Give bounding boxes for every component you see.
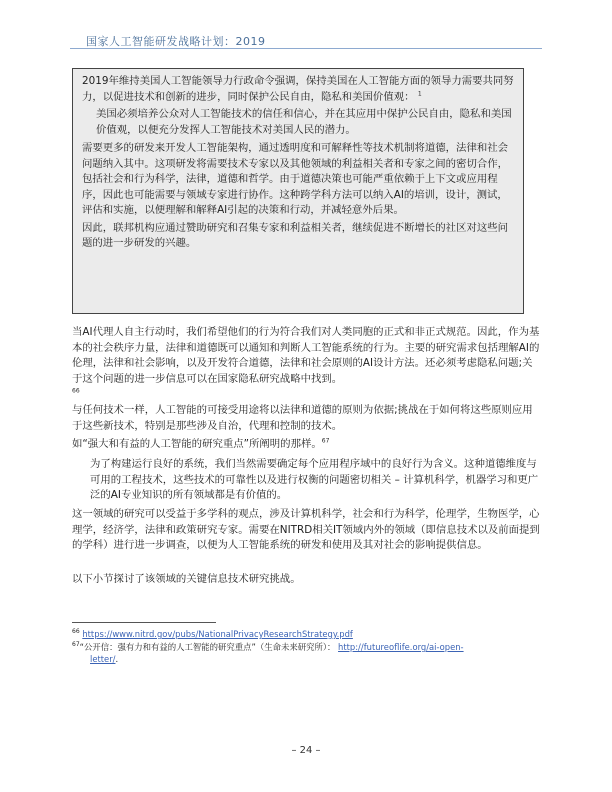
running-header: 国家人工智能研发战略计划：2019 bbox=[86, 35, 266, 48]
body-paragraph-5 bbox=[72, 572, 542, 588]
footnote-66-number: 66 bbox=[72, 628, 80, 636]
sidebar-box bbox=[72, 68, 524, 314]
body-quote bbox=[72, 457, 542, 504]
footnote-rule bbox=[72, 622, 216, 623]
body-paragraph-1 bbox=[72, 325, 542, 403]
body-p5-text: 以下小节探讨了该领域的关键信息技术研究挑战。 bbox=[72, 573, 301, 585]
box-paragraph-2: 需要更多的研发来开发人工智能架构，通过透明度和可解释性等技术机制将道德，法律和社会问题纳入其中。这项研发将需要技术专家以及其他领域的利益相关者和专家之间的密切合作，包括社会和行为科学，法律，道德和哲学。由于道德决策也可能严重依赖于上下文或应用程序，因此也可能需要与领域专家进行协作。这种跨学科方法可以纳入AI的培训，设计，测试，评估和实施，以便理解和解释AI引起的决策和行动，并减轻意外后果。 bbox=[82, 142, 509, 216]
body-paragraph-3 bbox=[72, 437, 542, 453]
box-intro-text: 2019年维持美国人工智能领导力行政命令强调，保持美国在人工智能方面的领导力需要共同努力，以促进技术和创新的进步，同时保护公民自由，隐私和美国价值观： bbox=[82, 75, 514, 103]
footnote-67-link-part-1[interactable]: http://futureoflife.org/ai-open- bbox=[338, 642, 464, 652]
body-p2-text: 与任何技术一样，人工智能的可接受用途将以法律和道德的原则为依据;挑战在于如何将这些原则应用于这些新技术，特别是那些涉及自治，代理和控制的技术。 bbox=[72, 404, 533, 432]
footnote-66-link[interactable]: https://www.nitrd.gov/pubs/NationalPrivacyResearchStrategy.pdf bbox=[82, 629, 353, 639]
body-p4-text: 这一领域的研究可以受益于多学科的观点，涉及计算机科学，社会和行为科学，伦理学，生物医学，心理学，经济学，法律和政策研究专家。需要在NITRD相关IT领域内外的领域（即信息技术以及前面提到的学科）进行进一步调查，以便为人工智能系统的研发和使用及其对社会的影响提供信息。 bbox=[72, 508, 540, 551]
footnote-66 bbox=[72, 628, 512, 640]
page-number: – 24 – bbox=[291, 745, 321, 756]
body-p1-footnote-ref: 66 bbox=[72, 387, 80, 395]
box-intro-footnote-ref: 1 bbox=[417, 90, 422, 98]
footnote-67-number: 67 bbox=[72, 641, 80, 649]
box-paragraph-3: 因此，联邦机构应通过赞助研究和召集专家和利益相关者，继续促进不断增长的社区对这些问题的进一步研发的兴趣。 bbox=[82, 221, 509, 249]
footnote-67-link-part-2[interactable]: letter/ bbox=[90, 654, 116, 664]
body-p3-text: 如“强大和有益的人工智能的研究重点”所阐明的那样。 bbox=[72, 438, 322, 450]
box-intro-paragraph bbox=[82, 74, 515, 105]
footnotes bbox=[72, 628, 512, 666]
footnote-67 bbox=[72, 641, 512, 665]
footnote-67-text: “公开信：强有力和有益的人工智能的研究重点”（生命未来研究所）： bbox=[79, 642, 336, 652]
body-p3-footnote-ref: 67 bbox=[321, 437, 330, 445]
body-p1-text: 当AI代理人自主行动时，我们希望他们的行为符合我们对人类同胞的正式和非正式规范。因此，作为基本的社会秩序力量，法律和道德既可以通知和判断人工智能系统的行为。主要的研究需求包括理解AI的伦理，法律和社会影响，以及开发符合道德，法律和社会原则的AI设计方法。还必须考虑隐私问题;关于这个问题的进一步信息可以在国家隐私研究战略中找到。 bbox=[72, 326, 540, 385]
header-rule bbox=[70, 48, 542, 49]
box-quote: 美国必须培养公众对人工智能技术的信任和信心，并在其应用中保护公民自由，隐私和美国价值观，以便充分发挥人工智能技术对美国人民的潜力。 bbox=[96, 108, 512, 136]
footnote-67-tail: . bbox=[115, 654, 119, 664]
body-paragraph-2 bbox=[72, 403, 542, 434]
body-paragraph-4 bbox=[72, 507, 542, 554]
body-quote-text: 为了构建运行良好的系统，我们当然需要确定每个应用程序域中的良好行为含义。这种道德维度与可用的工程技术，这些技术的可靠性以及进行权衡的问题密切相关 – 计算机科学，机器学习和更广泛的AI专业知识的所有领域都是有价值的。 bbox=[90, 458, 539, 501]
